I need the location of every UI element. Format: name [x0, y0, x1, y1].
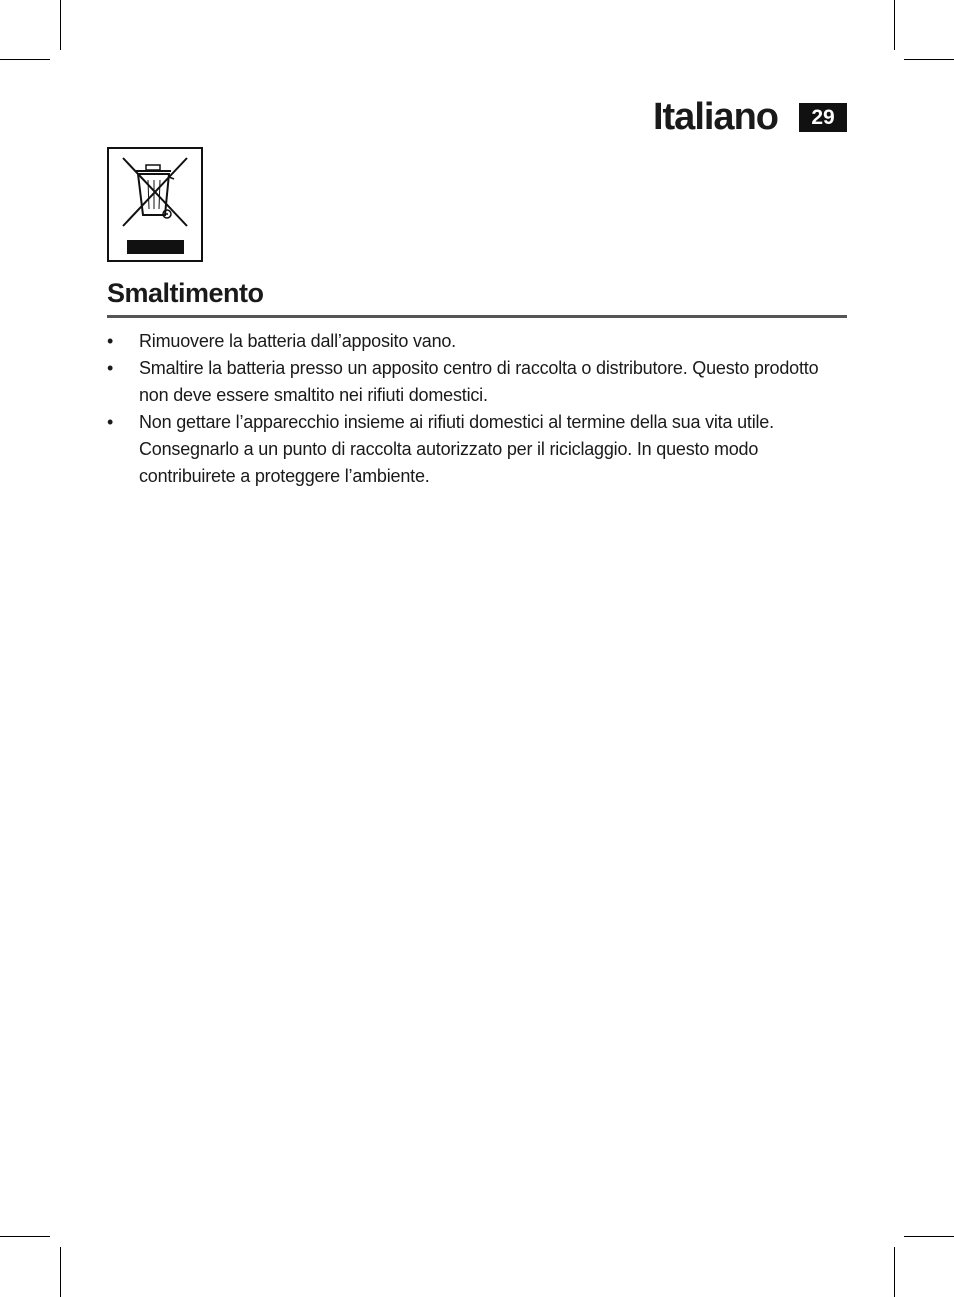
- page-number-badge: 29: [799, 103, 847, 132]
- list-item: [107, 409, 837, 490]
- list-item-text: Rimuovere la batteria dall’apposito vano.: [139, 331, 456, 351]
- crop-mark: [60, 1247, 61, 1297]
- section-title: Smaltimento: [107, 278, 264, 308]
- bullet-icon: •: [107, 358, 114, 378]
- crop-mark: [904, 59, 954, 60]
- crop-mark: [904, 1236, 954, 1237]
- list-item-text: Non gettare l’apparecchio insieme ai rifiuti domestici al termine della sua vita utile. Consegnarlo a un punto di raccolta autorizzato per il riciclaggio. In questo modo contribuirete a proteggere l’ambiente.: [139, 412, 774, 486]
- crop-mark: [894, 1247, 895, 1297]
- list-item: [107, 328, 837, 355]
- section-divider: [107, 315, 847, 318]
- bullet-icon: •: [107, 331, 114, 351]
- crop-mark: [894, 0, 895, 50]
- crop-mark: [0, 59, 50, 60]
- crop-mark: [0, 1236, 50, 1237]
- crop-mark: [60, 0, 61, 50]
- bullet-icon: •: [107, 412, 114, 432]
- crossed-out-wheelie-bin-icon: [107, 147, 203, 262]
- list-item: [107, 355, 837, 409]
- list-item-text: Smaltire la batteria presso un apposito centro di raccolta o distributore. Questo prodotto non deve essere smaltito nei rifiuti domestici.: [139, 358, 819, 405]
- language-title: Italiano: [652, 96, 778, 138]
- disposal-list: [107, 328, 837, 490]
